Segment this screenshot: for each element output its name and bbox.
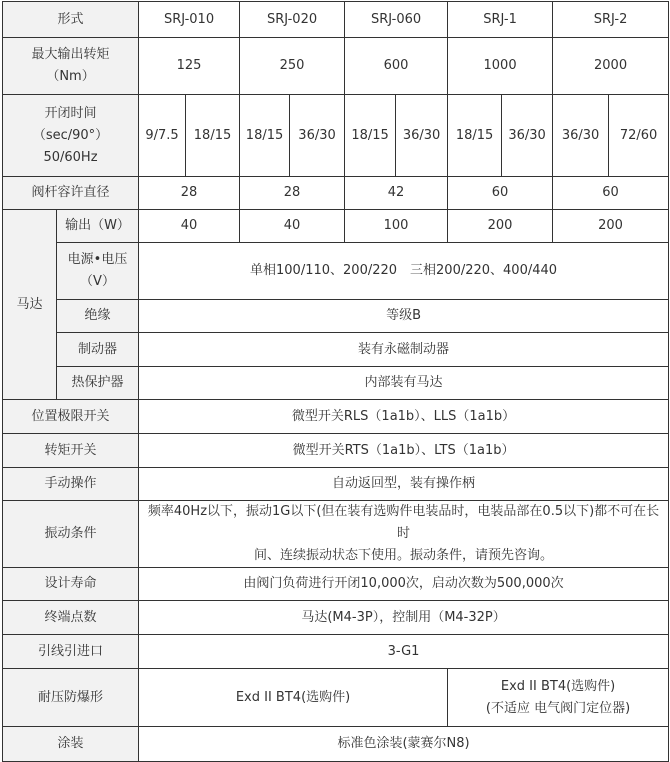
time-row — [3, 95, 669, 177]
time-label-line1: 开闭时间 — [44, 105, 97, 121]
torque-label-line2: （Nm） — [46, 69, 95, 84]
motor-power-value: 单相100/110、200/220 三相200/220、400/440 — [139, 243, 669, 300]
coating-label: 涂装 — [3, 727, 139, 762]
life-row — [3, 568, 669, 601]
stem-value: 28 — [240, 177, 345, 210]
motor-power-label-line1: 电源•电压 — [67, 252, 128, 267]
model-srj-010: SRJ-010 — [139, 2, 240, 38]
limit-switch-row — [3, 400, 669, 434]
life-value: 由阀门负荷进行开闭10,000次，启动次数为500,000次 — [139, 568, 669, 601]
vibration-label: 振动条件 — [3, 501, 139, 568]
torque-label — [3, 38, 139, 95]
torque-value: 125 — [139, 38, 240, 95]
time-label-line2: （sec/90°） — [32, 127, 109, 143]
model-srj-020: SRJ-020 — [240, 2, 345, 38]
stem-value: 60 — [448, 177, 553, 210]
motor-power-row — [3, 243, 669, 300]
vibration-value — [139, 501, 669, 568]
cable-entry-row — [3, 635, 669, 669]
terminals-value: 马达(M4-3P），控制用（M4-32P） — [139, 601, 669, 635]
model-srj-1: SRJ-1 — [448, 2, 553, 38]
coating-row — [3, 727, 669, 762]
explosion-row — [3, 669, 669, 727]
explosion-value-right-line2: (不适应 电气阀门定位器) — [485, 700, 631, 716]
stem-label: 阀杆容许直径 — [3, 177, 139, 210]
coating-value: 标准色涂装(蒙赛尔N8) — [139, 727, 669, 762]
spec-table — [2, 1, 669, 762]
motor-insulation-label: 绝缘 — [57, 300, 139, 333]
time-value: 36/30 — [553, 95, 609, 177]
stem-value: 42 — [345, 177, 448, 210]
life-label: 设计寿命 — [3, 568, 139, 601]
stem-value: 60 — [553, 177, 669, 210]
motor-label: 马达 — [3, 210, 57, 400]
motor-brake-label: 制动器 — [57, 333, 139, 367]
explosion-value-left: Exd II BT4(选购件) — [139, 669, 448, 727]
vibration-value-line2: 间、连续振动状态下使用。振动条件，请预先咨询。 — [254, 548, 554, 563]
model-srj-2: SRJ-2 — [553, 2, 669, 38]
explosion-value-right-line1: Exd II BT4(选购件) — [500, 678, 616, 694]
torque-value: 250 — [240, 38, 345, 95]
stem-value: 28 — [139, 177, 240, 210]
motor-thermal-row — [3, 367, 669, 400]
limit-switch-label: 位置极限开关 — [3, 400, 139, 434]
motor-thermal-label: 热保护器 — [57, 367, 139, 400]
time-value: 36/30 — [502, 95, 553, 177]
torque-switch-value: 微型开关RTS（1a1b）、LTS（1a1b） — [139, 434, 669, 468]
time-value: 18/15 — [345, 95, 396, 177]
motor-output-value: 200 — [448, 210, 553, 243]
torque-label-line1: 最大输出转矩 — [31, 47, 110, 62]
time-label — [3, 95, 139, 177]
manual-label: 手动操作 — [3, 468, 139, 501]
vibration-value-line1: 频率40Hz以下，振动1G以下(但在装有选购件电装品时，电装品部在0.5以下)都不可在长时 — [147, 504, 660, 541]
model-label: 形式 — [3, 2, 139, 38]
torque-switch-row — [3, 434, 669, 468]
torque-value: 2000 — [553, 38, 669, 95]
motor-insulation-row — [3, 300, 669, 333]
motor-power-label — [57, 243, 139, 300]
time-value: 9/7.5 — [139, 95, 186, 177]
torque-value: 1000 — [448, 38, 553, 95]
motor-output-value: 40 — [139, 210, 240, 243]
motor-output-row — [3, 210, 669, 243]
stem-row — [3, 177, 669, 210]
motor-output-value: 100 — [345, 210, 448, 243]
header-row — [3, 2, 669, 38]
motor-output-value: 200 — [553, 210, 669, 243]
time-value: 18/15 — [186, 95, 240, 177]
time-value: 18/15 — [240, 95, 290, 177]
motor-output-label: 输出（W） — [57, 210, 139, 243]
motor-power-label-line2: （V） — [80, 274, 115, 289]
time-value: 36/30 — [396, 95, 448, 177]
explosion-label: 耐压防爆形 — [3, 669, 139, 727]
time-value: 36/30 — [290, 95, 345, 177]
motor-brake-row — [3, 333, 669, 367]
explosion-value-right — [448, 669, 669, 727]
motor-brake-value: 装有永磁制动器 — [139, 333, 669, 367]
motor-insulation-value: 等级B — [139, 300, 669, 333]
torque-row — [3, 38, 669, 95]
manual-value: 自动返回型，装有操作柄 — [139, 468, 669, 501]
time-value: 72/60 — [609, 95, 669, 177]
terminals-label: 终端点数 — [3, 601, 139, 635]
motor-thermal-value: 内部装有马达 — [139, 367, 669, 400]
cable-entry-value: 3-G1 — [139, 635, 669, 669]
vibration-row — [3, 501, 669, 568]
limit-switch-value: 微型开关RLS（1a1b）、LLS（1a1b） — [139, 400, 669, 434]
motor-output-value: 40 — [240, 210, 345, 243]
time-label-line3: 50/60Hz — [43, 149, 98, 165]
torque-switch-label: 转矩开关 — [3, 434, 139, 468]
terminals-row — [3, 601, 669, 635]
cable-entry-label: 引线引进口 — [3, 635, 139, 669]
torque-value: 600 — [345, 38, 448, 95]
time-value: 18/15 — [448, 95, 502, 177]
manual-row — [3, 468, 669, 501]
model-srj-060: SRJ-060 — [345, 2, 448, 38]
